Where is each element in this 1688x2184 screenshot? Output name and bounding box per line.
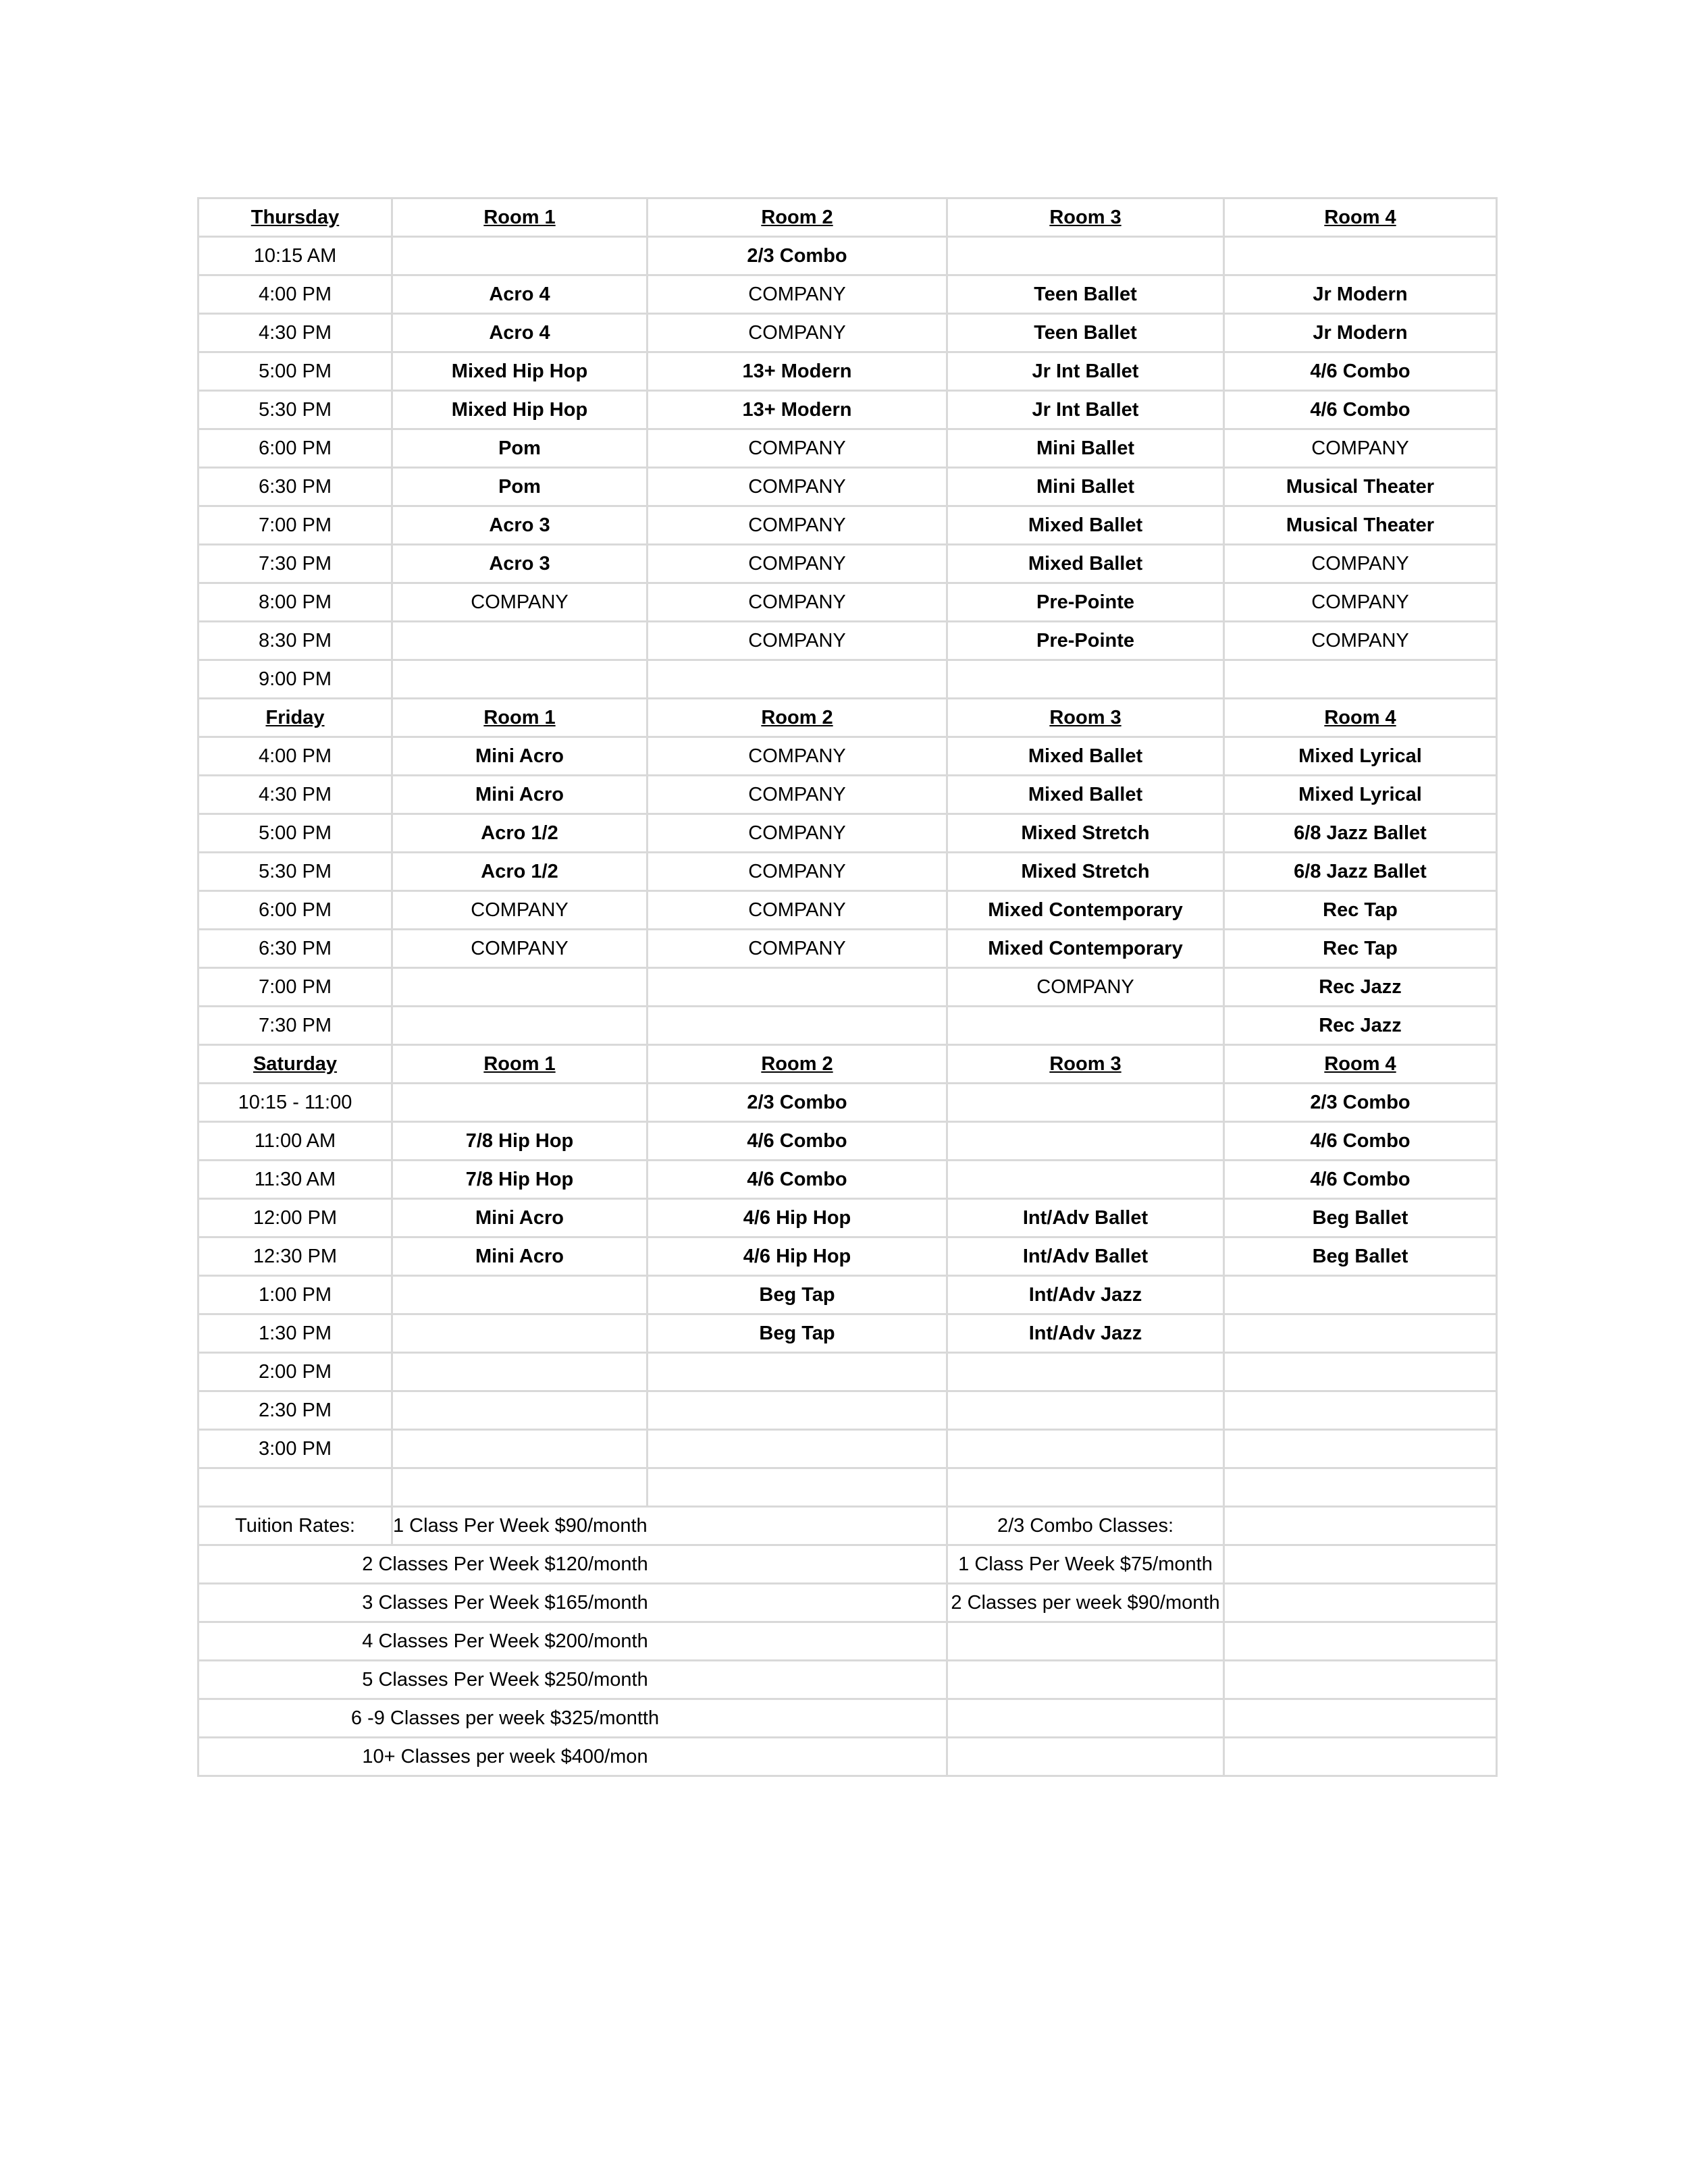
empty-cell: [648, 1468, 947, 1507]
class-cell: Mixed Contemporary: [947, 891, 1224, 930]
table-row: [199, 1430, 1497, 1468]
room-heading: Room 1: [392, 1045, 648, 1084]
time-cell: 3:00 PM: [199, 1430, 392, 1468]
room-heading: Room 3: [947, 198, 1224, 237]
class-cell: [392, 622, 648, 660]
empty-cell: [1224, 1545, 1497, 1584]
class-cell: Acro 1/2: [392, 814, 648, 853]
table-row: [199, 853, 1497, 891]
time-cell: 2:00 PM: [199, 1353, 392, 1391]
class-cell: [1224, 1276, 1497, 1314]
empty-cell: [1224, 1584, 1497, 1622]
class-cell: COMPANY: [648, 468, 947, 506]
tuition-row: [199, 1584, 1497, 1622]
time-cell: 6:00 PM: [199, 429, 392, 468]
room-heading: Room 1: [392, 699, 648, 737]
time-cell: 7:30 PM: [199, 1007, 392, 1045]
class-cell: [392, 1391, 648, 1430]
room-heading: Room 1: [392, 198, 648, 237]
combo-rate: 2 Classes per week $90/month: [947, 1584, 1224, 1622]
class-cell: Mixed Hip Hop: [392, 391, 648, 429]
class-cell: [947, 1122, 1224, 1161]
table-row: [199, 237, 1497, 275]
class-cell: COMPANY: [1224, 429, 1497, 468]
class-cell: Acro 1/2: [392, 853, 648, 891]
class-cell: 4/6 Combo: [1224, 352, 1497, 391]
class-cell: [392, 968, 648, 1007]
time-cell: 5:00 PM: [199, 352, 392, 391]
class-cell: COMPANY: [648, 737, 947, 776]
class-cell: Mixed Ballet: [947, 506, 1224, 545]
table-row: [199, 660, 1497, 699]
empty-cell: [1224, 1738, 1497, 1776]
time-cell: 6:00 PM: [199, 891, 392, 930]
tuition-rate-text: 5 Classes Per Week $250/month: [362, 1668, 648, 1690]
time-cell: 11:30 AM: [199, 1161, 392, 1199]
class-cell: 2/3 Combo: [648, 1084, 947, 1122]
schedule-sheet: [197, 197, 1496, 1777]
day-heading: Saturday: [199, 1045, 392, 1084]
class-cell: COMPANY: [1224, 545, 1497, 583]
time-cell: 8:00 PM: [199, 583, 392, 622]
class-cell: Jr Int Ballet: [947, 391, 1224, 429]
class-cell: Mixed Contemporary: [947, 930, 1224, 968]
class-cell: Rec Tap: [1224, 891, 1497, 930]
tuition-rate: [199, 1738, 947, 1776]
day-heading: Thursday: [199, 198, 392, 237]
class-cell: Int/Adv Ballet: [947, 1237, 1224, 1276]
class-cell: [947, 1161, 1224, 1199]
tuition-rate-text: 2 Classes Per Week $120/month: [362, 1553, 648, 1575]
class-cell: [392, 1007, 648, 1045]
empty-cell: [1224, 1622, 1497, 1661]
tuition-rate-text: 4 Classes Per Week $200/month: [362, 1630, 648, 1652]
class-cell: [947, 660, 1224, 699]
tuition-row: [199, 1507, 1497, 1545]
class-cell: [1224, 1314, 1497, 1353]
class-cell: 13+ Modern: [648, 352, 947, 391]
table-row: [199, 1122, 1497, 1161]
time-cell: 12:00 PM: [199, 1199, 392, 1237]
time-cell: 10:15 - 11:00: [199, 1084, 392, 1122]
time-cell: 6:30 PM: [199, 468, 392, 506]
time-cell: 4:00 PM: [199, 275, 392, 314]
tuition-rate-text: 6 -9 Classes per week $325/montth: [350, 1707, 660, 1729]
tuition-rate-text: 3 Classes Per Week $165/month: [362, 1591, 648, 1614]
table-row: [199, 391, 1497, 429]
table-row: [199, 1237, 1497, 1276]
empty-cell: [947, 1622, 1224, 1661]
class-cell: COMPANY: [648, 814, 947, 853]
class-cell: [947, 1007, 1224, 1045]
room-heading: Room 3: [947, 699, 1224, 737]
table-row: [199, 737, 1497, 776]
class-cell: Musical Theater: [1224, 506, 1497, 545]
class-cell: Mixed Ballet: [947, 737, 1224, 776]
time-cell: 4:30 PM: [199, 314, 392, 352]
time-cell: 7:00 PM: [199, 968, 392, 1007]
class-cell: 4/6 Combo: [1224, 391, 1497, 429]
table-row: [199, 891, 1497, 930]
class-cell: Mini Acro: [392, 1237, 648, 1276]
class-cell: 4/6 Combo: [1224, 1161, 1497, 1199]
class-cell: COMPANY: [392, 583, 648, 622]
class-cell: 7/8 Hip Hop: [392, 1161, 648, 1199]
tuition-rate: [199, 1661, 947, 1699]
day-header-row: [199, 699, 1497, 737]
class-cell: 4/6 Combo: [648, 1161, 947, 1199]
class-cell: 2/3 Combo: [1224, 1084, 1497, 1122]
tuition-row: [199, 1622, 1497, 1661]
tuition-row: [199, 1699, 1497, 1738]
tuition-rate: [199, 1699, 947, 1738]
class-cell: 4/6 Combo: [648, 1122, 947, 1161]
class-cell: 4/6 Hip Hop: [648, 1237, 947, 1276]
table-row: [199, 930, 1497, 968]
spacer-row: [199, 1468, 1497, 1507]
room-heading: Room 3: [947, 1045, 1224, 1084]
time-cell: 7:00 PM: [199, 506, 392, 545]
class-cell: [947, 1391, 1224, 1430]
empty-cell: [392, 1468, 648, 1507]
table-row: [199, 314, 1497, 352]
class-cell: COMPANY: [648, 930, 947, 968]
day-header-row: [199, 198, 1497, 237]
class-cell: 7/8 Hip Hop: [392, 1122, 648, 1161]
class-cell: Int/Adv Ballet: [947, 1199, 1224, 1237]
class-cell: COMPANY: [947, 968, 1224, 1007]
tuition-rate: [199, 1545, 947, 1584]
class-cell: Acro 4: [392, 314, 648, 352]
table-row: [199, 622, 1497, 660]
class-cell: [648, 1353, 947, 1391]
table-row: [199, 968, 1497, 1007]
class-cell: [947, 1430, 1224, 1468]
class-cell: COMPANY: [392, 891, 648, 930]
class-cell: [947, 1353, 1224, 1391]
empty-cell: [947, 1661, 1224, 1699]
tuition-label: Tuition Rates:: [199, 1507, 392, 1545]
day-heading: Friday: [199, 699, 392, 737]
time-cell: 2:30 PM: [199, 1391, 392, 1430]
table-row: [199, 1276, 1497, 1314]
class-cell: Mixed Stretch: [947, 814, 1224, 853]
class-cell: [392, 1084, 648, 1122]
class-cell: Musical Theater: [1224, 468, 1497, 506]
room-heading: Room 4: [1224, 1045, 1497, 1084]
time-cell: 7:30 PM: [199, 545, 392, 583]
time-cell: 4:00 PM: [199, 737, 392, 776]
class-cell: Mini Ballet: [947, 468, 1224, 506]
empty-cell: [947, 1699, 1224, 1738]
table-row: [199, 1314, 1497, 1353]
class-cell: [1224, 237, 1497, 275]
class-cell: Rec Tap: [1224, 930, 1497, 968]
class-cell: Int/Adv Jazz: [947, 1314, 1224, 1353]
class-cell: 4/6 Combo: [1224, 1122, 1497, 1161]
class-cell: [648, 1007, 947, 1045]
class-cell: [648, 968, 947, 1007]
class-cell: COMPANY: [1224, 622, 1497, 660]
class-cell: Jr Int Ballet: [947, 352, 1224, 391]
table-row: [199, 506, 1497, 545]
class-cell: COMPANY: [648, 545, 947, 583]
class-cell: COMPANY: [648, 622, 947, 660]
class-cell: COMPANY: [648, 429, 947, 468]
table-row: [199, 429, 1497, 468]
class-cell: Beg Tap: [648, 1314, 947, 1353]
class-cell: Jr Modern: [1224, 275, 1497, 314]
class-cell: [1224, 1391, 1497, 1430]
class-cell: COMPANY: [648, 776, 947, 814]
class-cell: Mini Acro: [392, 1199, 648, 1237]
day-header-row: [199, 1045, 1497, 1084]
tuition-rate-text: 10+ Classes per week $400/mon: [362, 1745, 648, 1767]
room-heading: Room 4: [1224, 198, 1497, 237]
class-cell: [392, 1430, 648, 1468]
class-cell: [1224, 1353, 1497, 1391]
class-cell: COMPANY: [392, 930, 648, 968]
class-cell: Mini Acro: [392, 737, 648, 776]
class-cell: Jr Modern: [1224, 314, 1497, 352]
class-cell: [648, 1391, 947, 1430]
class-cell: 6/8 Jazz Ballet: [1224, 814, 1497, 853]
table-row: [199, 1199, 1497, 1237]
class-cell: 6/8 Jazz Ballet: [1224, 853, 1497, 891]
class-cell: [392, 237, 648, 275]
class-cell: [1224, 660, 1497, 699]
class-cell: [392, 1314, 648, 1353]
class-cell: Mixed Stretch: [947, 853, 1224, 891]
room-heading: Room 2: [648, 198, 947, 237]
class-cell: Pre-Pointe: [947, 622, 1224, 660]
combo-rate: 1 Class Per Week $75/month: [947, 1545, 1224, 1584]
class-cell: [392, 1353, 648, 1391]
class-cell: Beg Ballet: [1224, 1199, 1497, 1237]
time-cell: 6:30 PM: [199, 930, 392, 968]
table-row: [199, 1007, 1497, 1045]
class-cell: Teen Ballet: [947, 275, 1224, 314]
class-cell: Mixed Lyrical: [1224, 776, 1497, 814]
combo-rate: 2/3 Combo Classes:: [947, 1507, 1224, 1545]
table-row: [199, 468, 1497, 506]
room-heading: Room 2: [648, 699, 947, 737]
room-heading: Room 2: [648, 1045, 947, 1084]
class-cell: [947, 237, 1224, 275]
table-row: [199, 1161, 1497, 1199]
class-cell: [392, 660, 648, 699]
class-cell: Pre-Pointe: [947, 583, 1224, 622]
class-cell: [648, 1430, 947, 1468]
class-cell: Mini Acro: [392, 776, 648, 814]
empty-cell: [1224, 1468, 1497, 1507]
time-cell: 12:30 PM: [199, 1237, 392, 1276]
class-cell: Mixed Hip Hop: [392, 352, 648, 391]
class-cell: Acro 3: [392, 545, 648, 583]
table-row: [199, 1391, 1497, 1430]
empty-cell: [947, 1738, 1224, 1776]
time-cell: 11:00 AM: [199, 1122, 392, 1161]
tuition-row: [199, 1545, 1497, 1584]
class-cell: COMPANY: [648, 506, 947, 545]
class-cell: Rec Jazz: [1224, 1007, 1497, 1045]
tuition-rate: [199, 1584, 947, 1622]
time-cell: 5:30 PM: [199, 391, 392, 429]
class-cell: Acro 3: [392, 506, 648, 545]
class-cell: Int/Adv Jazz: [947, 1276, 1224, 1314]
table-row: [199, 1353, 1497, 1391]
class-cell: COMPANY: [648, 314, 947, 352]
class-cell: COMPANY: [648, 275, 947, 314]
class-cell: COMPANY: [648, 853, 947, 891]
tuition-row: [199, 1661, 1497, 1699]
class-cell: Beg Tap: [648, 1276, 947, 1314]
time-cell: 9:00 PM: [199, 660, 392, 699]
tuition-row: [199, 1738, 1497, 1776]
empty-cell: [1224, 1699, 1497, 1738]
empty-cell: [1224, 1661, 1497, 1699]
class-cell: [1224, 1430, 1497, 1468]
table-row: [199, 583, 1497, 622]
schedule-table: [197, 197, 1498, 1777]
class-cell: Pom: [392, 429, 648, 468]
table-row: [199, 814, 1497, 853]
class-cell: COMPANY: [1224, 583, 1497, 622]
class-cell: 2/3 Combo: [648, 237, 947, 275]
class-cell: Beg Ballet: [1224, 1237, 1497, 1276]
class-cell: COMPANY: [648, 583, 947, 622]
table-row: [199, 776, 1497, 814]
table-row: [199, 545, 1497, 583]
class-cell: COMPANY: [648, 891, 947, 930]
table-row: [199, 1084, 1497, 1122]
class-cell: Acro 4: [392, 275, 648, 314]
class-cell: 4/6 Hip Hop: [648, 1199, 947, 1237]
time-cell: 8:30 PM: [199, 622, 392, 660]
time-cell: 5:00 PM: [199, 814, 392, 853]
time-cell: 5:30 PM: [199, 853, 392, 891]
class-cell: Pom: [392, 468, 648, 506]
time-cell: 1:30 PM: [199, 1314, 392, 1353]
class-cell: Teen Ballet: [947, 314, 1224, 352]
tuition-rate: 1 Class Per Week $90/month: [392, 1507, 947, 1545]
class-cell: [947, 1084, 1224, 1122]
class-cell: 13+ Modern: [648, 391, 947, 429]
class-cell: Mixed Ballet: [947, 545, 1224, 583]
time-cell: 1:00 PM: [199, 1276, 392, 1314]
tuition-rate: [199, 1622, 947, 1661]
class-cell: [648, 660, 947, 699]
empty-cell: [199, 1468, 392, 1507]
time-cell: 4:30 PM: [199, 776, 392, 814]
table-row: [199, 275, 1497, 314]
room-heading: Room 4: [1224, 699, 1497, 737]
class-cell: Rec Jazz: [1224, 968, 1497, 1007]
time-cell: 10:15 AM: [199, 237, 392, 275]
table-row: [199, 352, 1497, 391]
empty-cell: [947, 1468, 1224, 1507]
class-cell: Mini Ballet: [947, 429, 1224, 468]
class-cell: Mixed Ballet: [947, 776, 1224, 814]
class-cell: [392, 1276, 648, 1314]
class-cell: Mixed Lyrical: [1224, 737, 1497, 776]
empty-cell: [1224, 1507, 1497, 1545]
